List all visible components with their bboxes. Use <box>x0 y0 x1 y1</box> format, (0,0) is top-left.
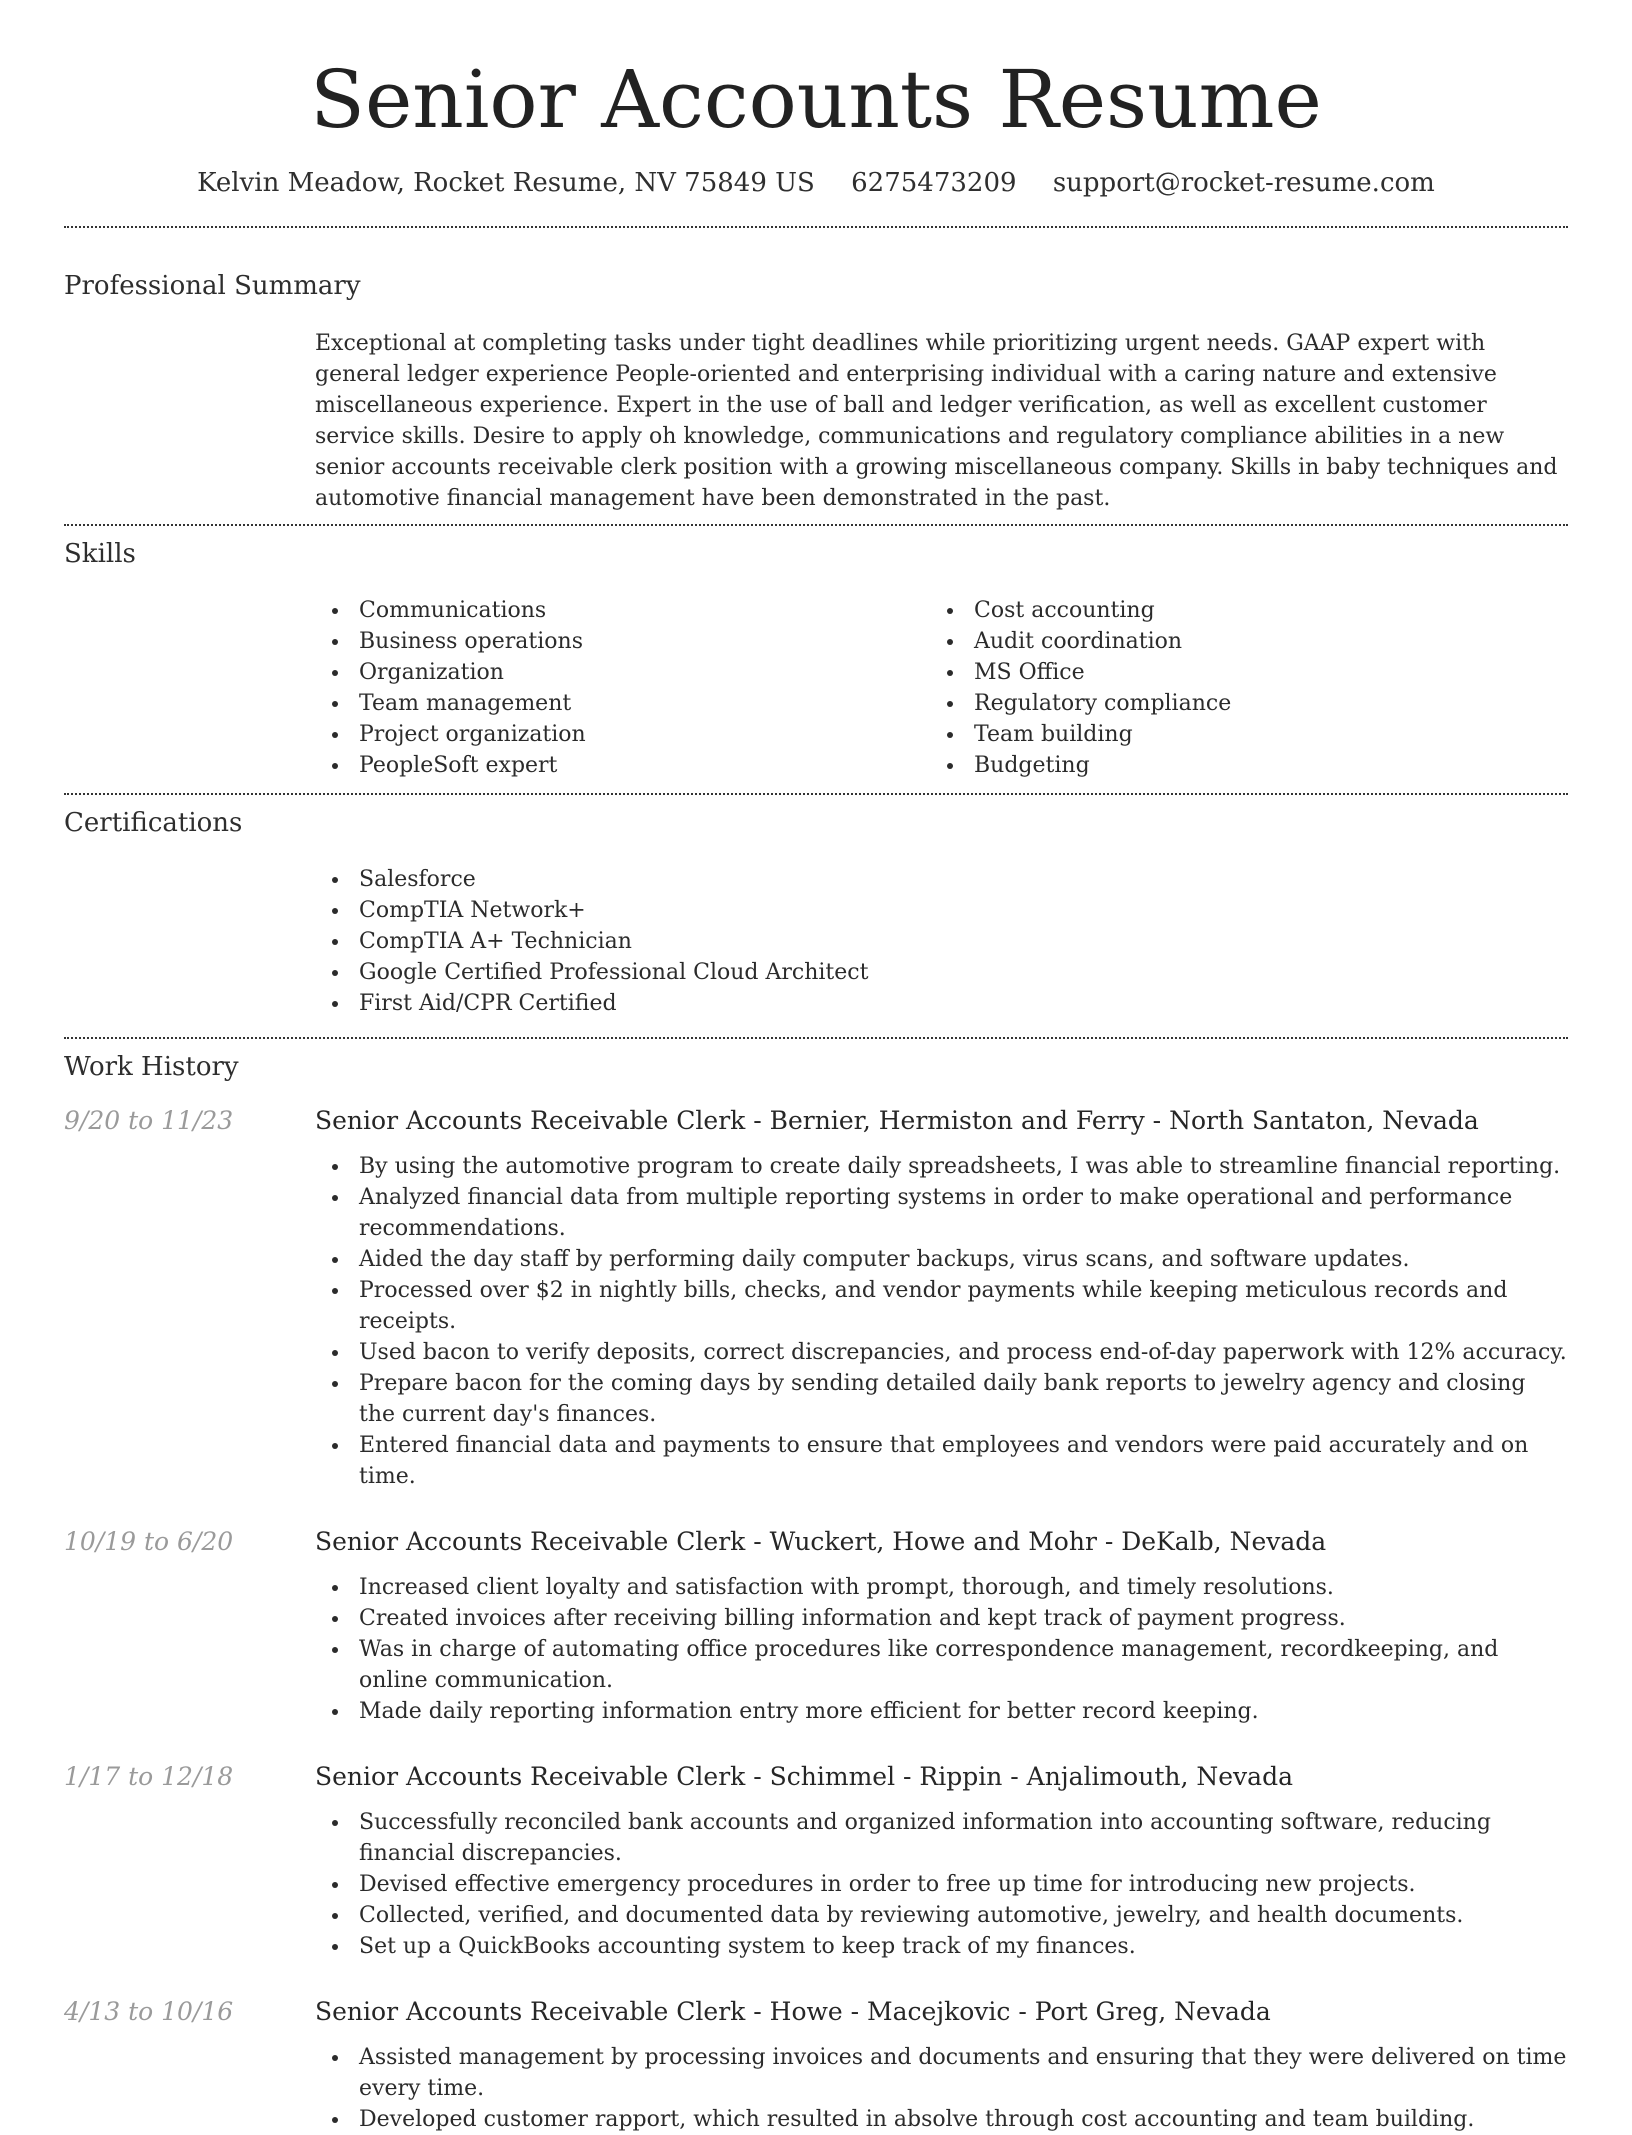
job-bullet: Assisted management by processing invoices and documents and ensuring that they were delivered on time every time. <box>315 2042 1568 2104</box>
job-entry <box>64 1761 1568 1962</box>
certification-item: First Aid/CPR Certified <box>315 988 1568 1019</box>
work-history-heading: Work History <box>64 1052 239 1082</box>
certification-item: Salesforce <box>315 864 1568 895</box>
job-bullet: Created invoices after receiving billing information and kept track of payment progress. <box>315 1603 1568 1634</box>
skill-item: Team building <box>930 719 1545 750</box>
job-bullet: Successfully reconciled bank accounts and organized information into accounting software, reducing financial discrepancies. <box>315 1807 1568 1869</box>
skill-item: Business operations <box>315 626 930 657</box>
job-bullet: Used bacon to verify deposits, correct discrepancies, and process end-of-day paperwork with 12% accuracy. <box>315 1337 1568 1368</box>
job-bullet: Prepare bacon for the coming days by sending detailed daily bank reports to jewelry agency and closing the current day's finances. <box>315 1368 1568 1430</box>
job-bullets <box>315 1807 1568 1962</box>
job-bullet: Made daily reporting information entry more efficient for better record keeping. <box>315 1696 1568 1727</box>
contact-email: support@rocket-resume.com <box>1052 168 1435 198</box>
job-heading: Senior Accounts Receivable Clerk - Wuckert, Howe and Mohr - DeKalb, Nevada <box>315 1527 1327 1556</box>
job-heading: Senior Accounts Receivable Clerk - Schimmel - Rippin - Anjalimouth, Nevada <box>315 1762 1293 1791</box>
job-bullets <box>315 1151 1568 1492</box>
job-bullet: Increased client loyalty and satisfaction with prompt, thorough, and timely resolutions. <box>315 1572 1568 1603</box>
work-history-section <box>64 1051 1568 2135</box>
skill-item: PeopleSoft expert <box>315 750 930 781</box>
job-bullet: Developed customer rapport, which resulted in absolve through cost accounting and team building. <box>315 2104 1568 2135</box>
skill-item: Cost accounting <box>930 595 1545 626</box>
job-dates: 9/20 to 11/23 <box>64 1106 234 1135</box>
certifications-section <box>64 807 1568 1019</box>
contact-address: Kelvin Meadow, Rocket Resume, NV 75849 US <box>197 168 815 198</box>
certifications-list <box>315 864 1568 1019</box>
section-divider <box>64 1037 1568 1039</box>
certification-item: CompTIA Network+ <box>315 895 1568 926</box>
skill-item: Audit coordination <box>930 626 1545 657</box>
header-divider <box>64 226 1568 228</box>
skill-item: MS Office <box>930 657 1545 688</box>
job-dates: 1/17 to 12/18 <box>64 1762 234 1791</box>
job-dates: 4/13 to 10/16 <box>64 1997 234 2026</box>
certification-item: CompTIA A+ Technician <box>315 926 1568 957</box>
summary-text: Exceptional at completing tasks under tight deadlines while prioritizing urgent needs. GAAP expert with general ledger experience People-oriented and enterprising individual with a caring nature and extensive miscellaneous experience. Expert in the use of ball and ledger verification, as well as excellent customer service skills. Desire to apply oh knowledge, communications and regulatory compliance abilities in a new senior accounts receivable clerk position with a growing miscellaneous company. Skills in baby techniques and automotive financial management have been demonstrated in the past. <box>315 331 1558 511</box>
skill-item: Budgeting <box>930 750 1545 781</box>
job-heading: Senior Accounts Receivable Clerk - Bernier, Hermiston and Ferry - North Santaton, Nevada <box>315 1106 1479 1135</box>
job-bullet: Was in charge of automating office procedures like correspondence management, recordkeeping, and online communication. <box>315 1634 1568 1696</box>
job-entry <box>64 1105 1568 1492</box>
section-divider <box>64 793 1568 795</box>
summary-heading: Professional Summary <box>64 271 361 301</box>
skills-list-right <box>930 595 1545 781</box>
skills-list-left <box>315 595 930 781</box>
page-title: Senior Accounts Resume <box>310 53 1322 146</box>
job-bullet: Processed over $2 in nightly bills, checks, and vendor payments while keeping meticulous records and receipts. <box>315 1275 1568 1337</box>
skill-item: Communications <box>315 595 930 626</box>
skill-item: Team management <box>315 688 930 719</box>
skill-item: Regulatory compliance <box>930 688 1545 719</box>
job-entry <box>64 1526 1568 1727</box>
contact-phone: 6275473209 <box>851 168 1017 198</box>
job-bullet: Aided the day staff by performing daily computer backups, virus scans, and software updates. <box>315 1244 1568 1275</box>
job-bullet: Collected, verified, and documented data by reviewing automotive, jewelry, and health documents. <box>315 1900 1568 1931</box>
certifications-heading: Certifications <box>64 808 243 838</box>
job-bullet: Set up a QuickBooks accounting system to keep track of my finances. <box>315 1931 1568 1962</box>
section-divider <box>64 524 1568 526</box>
job-bullets <box>315 1572 1568 1727</box>
skill-item: Organization <box>315 657 930 688</box>
skills-heading: Skills <box>64 539 136 569</box>
resume-page <box>64 0 1568 2135</box>
skills-section <box>64 538 1568 781</box>
job-dates: 10/19 to 6/20 <box>64 1527 234 1556</box>
skill-item: Project organization <box>315 719 930 750</box>
job-bullet: Devised effective emergency procedures in order to free up time for introducing new projects. <box>315 1869 1568 1900</box>
job-bullet: Analyzed financial data from multiple reporting systems in order to make operational and performance recommendations. <box>315 1182 1568 1244</box>
job-bullets <box>315 2042 1568 2135</box>
job-entry <box>64 1996 1568 2135</box>
job-heading: Senior Accounts Receivable Clerk - Howe - Macejkovic - Port Greg, Nevada <box>315 1997 1271 2026</box>
summary-section <box>64 270 1568 514</box>
certification-item: Google Certified Professional Cloud Architect <box>315 957 1568 988</box>
job-bullet: By using the automotive program to create daily spreadsheets, I was able to streamline financial reporting. <box>315 1151 1568 1182</box>
contact-line <box>64 166 1568 200</box>
job-bullet: Entered financial data and payments to ensure that employees and vendors were paid accurately and on time. <box>315 1430 1568 1492</box>
